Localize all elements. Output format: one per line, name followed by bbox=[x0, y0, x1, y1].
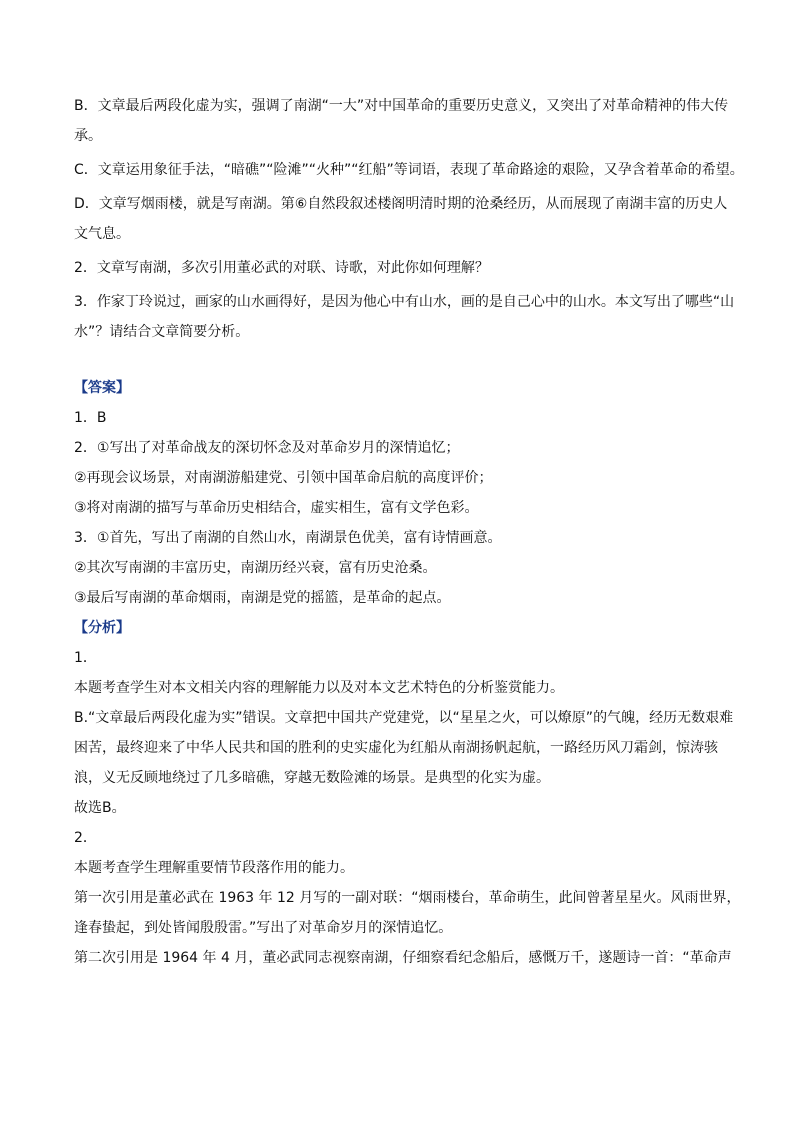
answer-1: 1．B bbox=[74, 410, 107, 426]
option-d-line-1: D．文章写烟雨楼，就是写南湖。第⑥自然段叙述楼阁明清时期的沧桑经历，从而展现了南湖丰富的历史人 bbox=[74, 196, 728, 212]
question-3-line-1: 3．作家丁玲说过，画家的山水画得好，是因为他心中有山水，画的是自己心中的山水。本文写出了哪些“山 bbox=[74, 294, 735, 310]
answer-2-line-2: ②再现会议场景，对南湖游船建党、引领中国革命启航的高度评价； bbox=[74, 470, 493, 486]
analysis-conclusion: 故选B。 bbox=[74, 800, 126, 816]
analysis-number-1: 1． bbox=[74, 650, 97, 666]
answer-3-line-3: ③最后写南湖的革命烟雨，南湖是党的摇篮，是革命的起点。 bbox=[74, 590, 451, 606]
analysis-paragraph: 本题考查学生理解重要情节段落作用的能力。 bbox=[74, 860, 354, 876]
answer-3-line-2: ②其次写南湖的丰富历史，南湖历经兴衰，富有历史沧桑。 bbox=[74, 560, 437, 576]
answer-2-line-3: ③将对南湖的描写与革命历史相结合，虚实相生，富有文学色彩。 bbox=[74, 500, 479, 516]
answer-heading: 【答案】 bbox=[74, 380, 130, 396]
answer-2-line-1: 2．①写出了对革命战友的深切怀念及对革命岁月的深情追忆； bbox=[74, 440, 460, 456]
option-c: C．文章运用象征手法，“暗礁”“险滩”“火种”“红船”等词语，表现了革命路途的艰险，又孕含着革命的希望。 bbox=[74, 162, 744, 178]
analysis-paragraph: 第一次引用是董必武在 1963 年 12 月写的一副对联：“烟雨楼台，革命萌生，此间曾著星星火。风雨世界， bbox=[74, 890, 741, 906]
analysis-paragraph: 第二次引用是 1964 年 4 月，董必武同志视察南湖，仔细察看纪念船后，感慨万千，遂题诗一首：“革命声 bbox=[74, 950, 732, 966]
analysis-paragraph: 本题考查学生对本文相关内容的理解能力以及对本文艺术特色的分析鉴赏能力。 bbox=[74, 680, 564, 696]
section-gap bbox=[74, 356, 724, 378]
analysis-paragraph: B.“文章最后两段化虚为实”错误。文章把中国共产党建党，以“星星之火，可以燎原”的气魄，经历无数艰难 bbox=[74, 710, 734, 726]
option-d-line-2: 文气息。 bbox=[74, 226, 130, 242]
answer-3-line-1: 3．①首先，写出了南湖的自然山水，南湖景色优美，富有诗情画意。 bbox=[74, 530, 502, 546]
option-b-line-1: B．文章最后两段化虚为实，强调了南湖“一大”对中国革命的重要历史意义，又突出了对革命精神的伟大传 bbox=[74, 98, 729, 114]
question-2: 2．文章写南湖，多次引用董必武的对联、诗歌，对此你如何理解？ bbox=[74, 260, 489, 276]
analysis-paragraph: 逢春蛰起，到处皆闻殷殷雷。”写出了对革命岁月的深情追忆。 bbox=[74, 920, 453, 936]
analysis-number-2: 2． bbox=[74, 830, 97, 846]
analysis-heading: 【分析】 bbox=[74, 620, 130, 636]
question-3-line-2: 水”？请结合文章简要分析。 bbox=[74, 324, 250, 340]
document-body bbox=[74, 96, 744, 978]
analysis-paragraph: 困苦，最终迎来了中华人民共和国的胜利的史实虚化为红船从南湖扬帆起航，一路经历风刀霜剑，惊涛骇 bbox=[74, 740, 718, 756]
analysis-paragraph: 浪，义无反顾地绕过了几多暗礁，穿越无数险滩的场景。是典型的化实为虚。 bbox=[74, 770, 550, 786]
option-b-line-2: 承。 bbox=[74, 128, 102, 144]
